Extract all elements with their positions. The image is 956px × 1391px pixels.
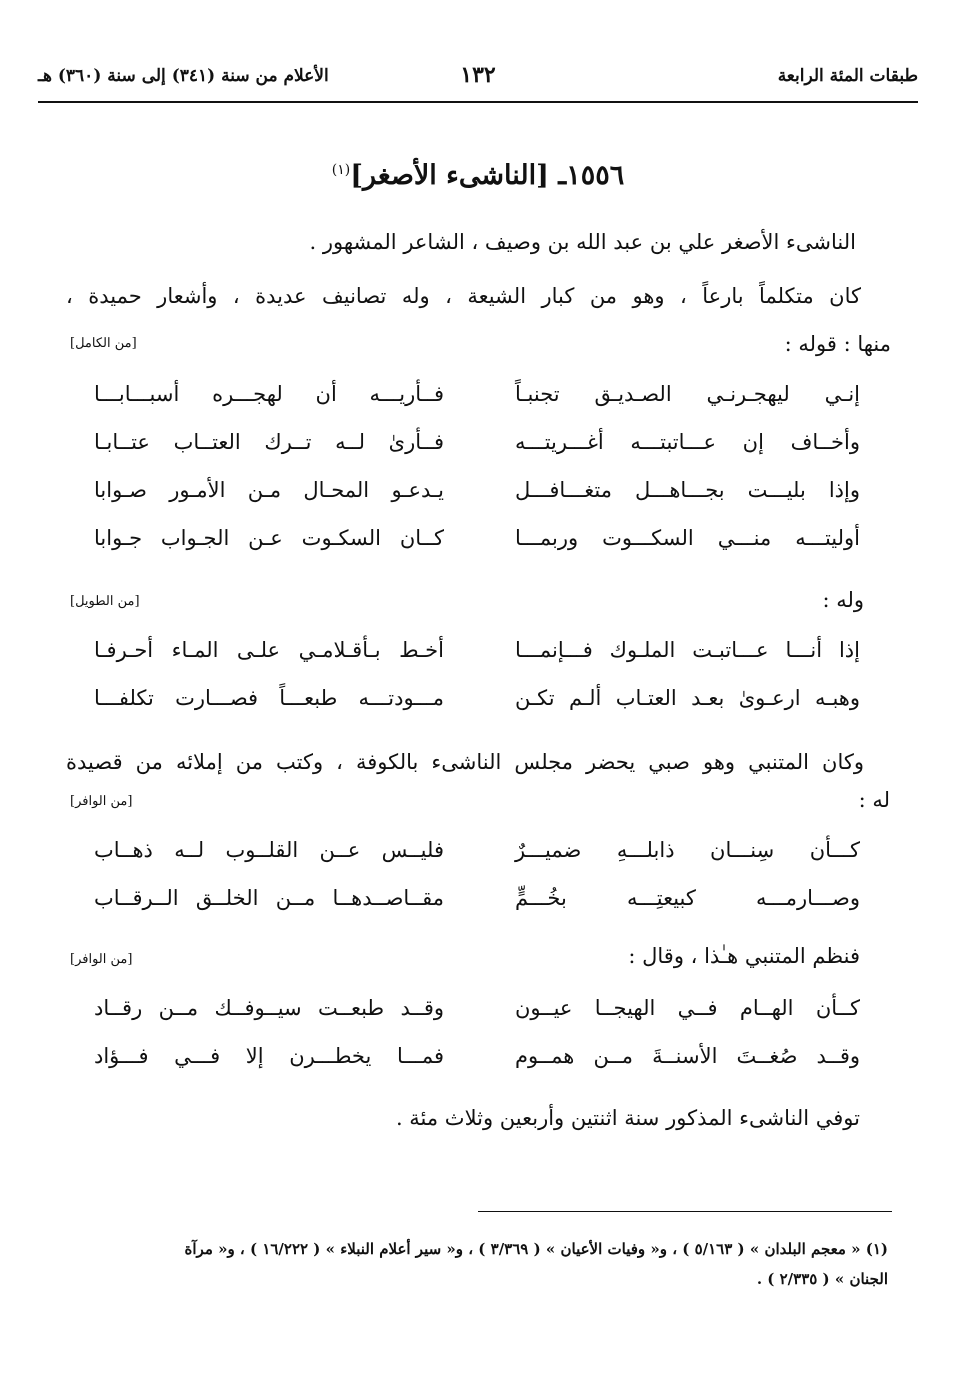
- mutanabbi-versified-line: فنظم المتنبي هـٰذا ، وقال :: [628, 944, 860, 968]
- verse-second-hemistich: فــأريـــه أن لهجـــره أسبـــابـــا: [94, 382, 444, 406]
- verse-first-hemistich: إذا أنـــا عـــاتبـت الملـوك فـــإنمـــا: [515, 638, 860, 662]
- verse-first-hemistich: وإذا بليـــت بجـــاهـــل متغـــافـــل: [515, 478, 860, 502]
- meter-label: [من الطويل]: [70, 594, 140, 609]
- intro-paragraph: الناشىء الأصغر علي بن عبد الله بن وصيف ، الشاعر المشهور .: [309, 230, 856, 254]
- verse-second-hemistich: مقــاصــدهــا مــن الخلــق الــرقــاب: [94, 886, 444, 910]
- footnote-line-1: (١) « معجم البلدان » ( ٥/١٦٣ ) ، و« وفيات الأعيان » ( ٣/٣٦٩ ) ، و« سير أعلام النبلاء » ( ١٦/٢٢٢ ) ، و« مرآة: [184, 1240, 888, 1258]
- footnote-line-2: الجنان » ( ٢/٣٣٥ ) .: [756, 1270, 888, 1288]
- verse-line: [0, 1044, 956, 1084]
- verse-line: [0, 996, 956, 1036]
- verse-second-hemistich: يـدعـو المحـال مـن الأمـور صـوابا: [94, 478, 444, 502]
- verse-line: [0, 838, 956, 878]
- footnote-ref: (١): [331, 162, 351, 178]
- wa-lahu-label: وله :: [822, 588, 864, 612]
- meter-label: [من الوافر]: [70, 952, 133, 967]
- verse-first-hemistich: وأخــاف إن عـــاتبتـــه أغـــريتـــه: [515, 430, 860, 454]
- verse-line: [0, 686, 956, 726]
- verse-line: [0, 638, 956, 678]
- description-line-2: منها : قوله :: [784, 332, 891, 356]
- verse-second-hemistich: مـــودتـــه طبعـــاً فصـــارت تكلفـــا: [94, 686, 444, 710]
- verse-second-hemistich: كــان السكـوت عـن الجـواب جـوابا: [94, 526, 444, 550]
- footnote: [66, 1234, 888, 1294]
- description-line-1: كان متكلماً بارعاً ، وهو من كبار الشيعة ، وله تصانيف عديدة ، وأشعار حميدة ،: [66, 284, 861, 308]
- verse-line: [0, 886, 956, 926]
- entry-title-text: ١٥٥٦ـ [الناشىء الأصغر]: [350, 160, 625, 191]
- meter-label: [من الوافر]: [70, 794, 133, 809]
- header-section-title: طبقات المئة الرابعة: [777, 66, 918, 86]
- verse-first-hemistich: وقــد صُغــتَ الأسنــةَ مــن همــوم: [515, 1044, 860, 1068]
- meter-label: [من الكامل]: [70, 336, 137, 351]
- verse-line: [0, 526, 956, 566]
- verse-first-hemistich: أوليتـــه منـــي السكـــوت وربمـــا: [515, 526, 860, 550]
- verse-second-hemistich: وقــد طبعــت سيــوفــك مــن رقــاد: [94, 996, 444, 1020]
- verse-line: [0, 478, 956, 518]
- description-paragraph: [66, 272, 891, 368]
- footnote-divider: [478, 1211, 892, 1212]
- verse-first-hemistich: كــأن الهــام فــي الهيجــا عيــون: [515, 996, 860, 1020]
- verse-line: [0, 382, 956, 422]
- verse-first-hemistich: إنـي ليهجـرنـي الصـديـق تجنبـاً: [515, 382, 860, 406]
- verse-first-hemistich: وهبـه ارعـوىٰ بعـد العتـاب ألـم تكـن: [515, 686, 860, 710]
- verse-first-hemistich: وصـــارمـــه كبيعتِـــه بخُـــمٍّ: [515, 886, 860, 910]
- running-header: [38, 62, 918, 96]
- verse-second-hemistich: فمـــا يخطـــرن إلا فـــي فـــؤاد: [94, 1044, 444, 1068]
- mutanabbi-paragraph-line-2: له :: [858, 788, 890, 812]
- verse-second-hemistich: أخـط بـأقـلامـي علـى المـاء أحـرفـا: [94, 638, 444, 662]
- header-range: الأعلام من سنة (٣٤١) إلى سنة (٣٦٠) هـ: [38, 66, 329, 86]
- header-divider: [38, 101, 918, 103]
- entry-title: [0, 160, 956, 191]
- verse-first-hemistich: كـــأن سِنـــان ذابلـــهِ ضميـــرٌ: [515, 838, 860, 862]
- page-number: ١٣٢: [460, 62, 496, 88]
- closing-line: توفي الناشىء المذكور سنة اثنتين وأربعين وثلاث مئة .: [395, 1106, 860, 1130]
- mutanabbi-paragraph-line-1: وكان المتنبي وهو صبي يحضر مجلس الناشىء بالكوفة ، وكتب من إملائه من قصيدة: [66, 750, 864, 774]
- verse-second-hemistich: فليــس عــن القلــوب لــه ذهــاب: [94, 838, 444, 862]
- verse-second-hemistich: فــأرىٰ لــه تــرك العتــاب عتــابـا: [94, 430, 444, 454]
- verse-line: [0, 430, 956, 470]
